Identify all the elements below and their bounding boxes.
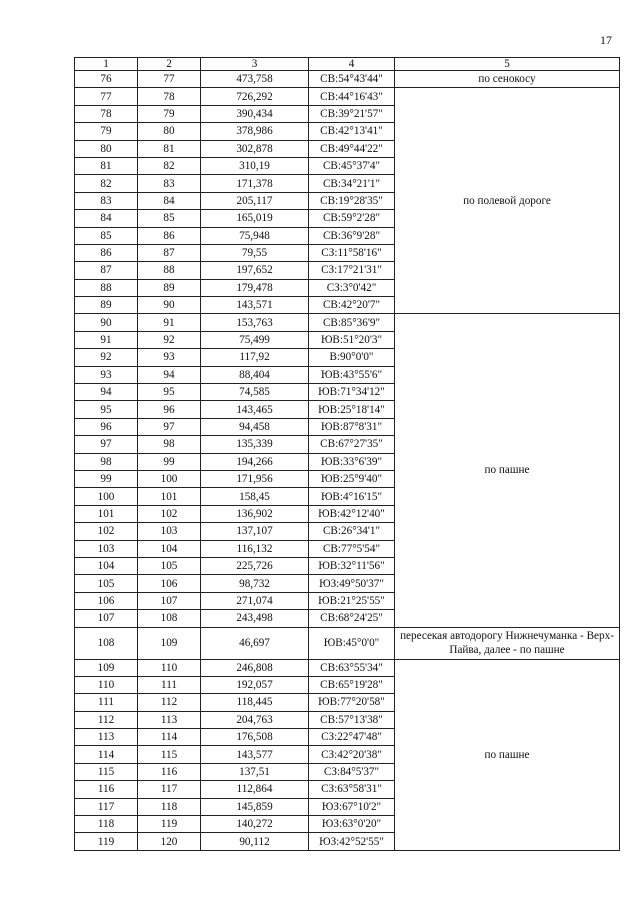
table-cell: 46,697 (201, 627, 309, 659)
table-cell: 101 (75, 505, 138, 522)
table-cell: СВ:59°2'28" (309, 210, 395, 227)
table-cell: 91 (138, 314, 201, 331)
table-header-row (75, 58, 620, 71)
table-cell: 473,758 (201, 71, 309, 88)
table-cell: 112,864 (201, 781, 309, 798)
table-cell: 378,986 (201, 123, 309, 140)
table-cell: 95 (138, 384, 201, 401)
table-cell: 179,478 (201, 279, 309, 296)
table-cell: ЮЗ:42°52'55" (309, 833, 395, 850)
table-cell: 90 (138, 297, 201, 314)
table-cell: 94,458 (201, 418, 309, 435)
table-cell: ЮВ:25°18'14" (309, 401, 395, 418)
table-cell: 117 (75, 798, 138, 815)
table-cell: 77 (75, 88, 138, 105)
table-cell: 115 (75, 763, 138, 780)
table-cell: 112 (75, 711, 138, 728)
table-cell: 302,878 (201, 140, 309, 157)
table-cell: 100 (75, 488, 138, 505)
table-cell: 171,378 (201, 175, 309, 192)
header-cell: 2 (138, 58, 201, 71)
table-cell: 92 (75, 349, 138, 366)
table-cell: 82 (138, 157, 201, 174)
table-cell: СЗ:3°0'42" (309, 279, 395, 296)
table-cell: СЗ:63°58'31" (309, 781, 395, 798)
table-cell: 88,404 (201, 366, 309, 383)
table-cell: 143,465 (201, 401, 309, 418)
table-cell: 243,498 (201, 610, 309, 627)
table-cell: 98 (75, 453, 138, 470)
table-row (75, 314, 620, 331)
table-cell: 95 (75, 401, 138, 418)
table-cell: 116 (75, 781, 138, 798)
table-cell: 114 (138, 729, 201, 746)
table-cell: 88 (138, 262, 201, 279)
table-cell: 96 (138, 401, 201, 418)
table-cell: 85 (138, 210, 201, 227)
table-cell: 82 (75, 175, 138, 192)
table-cell: 204,763 (201, 711, 309, 728)
header-cell: 3 (201, 58, 309, 71)
table-cell: 310,19 (201, 157, 309, 174)
description-cell: по полевой дороге (395, 88, 620, 314)
table-cell: 75,948 (201, 227, 309, 244)
table-cell: 390,434 (201, 105, 309, 122)
table-cell: 79,55 (201, 244, 309, 261)
table-cell: 106 (75, 592, 138, 609)
table-cell: 118,445 (201, 694, 309, 711)
table-cell: 107 (75, 610, 138, 627)
table-row (75, 627, 620, 659)
table-cell: 74,585 (201, 384, 309, 401)
table-cell: 85 (75, 227, 138, 244)
table-cell: 83 (138, 175, 201, 192)
table-cell: 114 (75, 746, 138, 763)
table-cell: 89 (138, 279, 201, 296)
table-cell: СВ:67°27'35" (309, 436, 395, 453)
table-cell: СВ:42°20'7" (309, 297, 395, 314)
table-cell: 89 (75, 297, 138, 314)
table-cell: 135,339 (201, 436, 309, 453)
table-cell: 137,107 (201, 523, 309, 540)
table-cell: 205,117 (201, 192, 309, 209)
table-cell: СЗ:22°47'48" (309, 729, 395, 746)
table-cell: 81 (75, 157, 138, 174)
table-cell: СВ:19°28'35" (309, 192, 395, 209)
table-cell: СВ:65°19'28" (309, 676, 395, 693)
table-cell: ЮВ:21°25'55" (309, 592, 395, 609)
table-cell: СЗ:11°58'16" (309, 244, 395, 261)
table-cell: 86 (75, 244, 138, 261)
table-cell: 108 (75, 627, 138, 659)
table-cell: 76 (75, 71, 138, 88)
table-cell: 118 (75, 816, 138, 833)
table-cell: 197,652 (201, 262, 309, 279)
table-cell: СЗ:17°21'31" (309, 262, 395, 279)
boundary-table (74, 57, 620, 851)
table-cell: ЮВ:25°9'40" (309, 470, 395, 487)
table-cell: 176,508 (201, 729, 309, 746)
table-cell: 102 (75, 523, 138, 540)
table-cell: 103 (75, 540, 138, 557)
table-cell: 86 (138, 227, 201, 244)
table-cell: 118 (138, 798, 201, 815)
table-cell: 137,51 (201, 763, 309, 780)
table-cell: 192,057 (201, 676, 309, 693)
table-cell: 99 (138, 453, 201, 470)
table-body (75, 71, 620, 851)
header-cell: 5 (395, 58, 620, 71)
table-cell: 246,808 (201, 659, 309, 676)
table-cell: СВ:42°13'41" (309, 123, 395, 140)
table-cell: 106 (138, 575, 201, 592)
description-cell: по сенокосу (395, 71, 620, 88)
table-cell: 75,499 (201, 331, 309, 348)
table-cell: 98 (138, 436, 201, 453)
description-cell: по пашне (395, 659, 620, 850)
table-cell: 158,45 (201, 488, 309, 505)
table-cell: 143,577 (201, 746, 309, 763)
table-cell: 104 (75, 557, 138, 574)
table-cell: 87 (75, 262, 138, 279)
table-cell: 79 (75, 123, 138, 140)
table-cell: В:90°0'0" (309, 349, 395, 366)
table-cell: ЮЗ:49°50'37" (309, 575, 395, 592)
table-cell: 100 (138, 470, 201, 487)
table-cell: 113 (75, 729, 138, 746)
table-cell: ЮВ:42°12'40" (309, 505, 395, 522)
table-cell: 79 (138, 105, 201, 122)
table-cell: 117 (138, 781, 201, 798)
table-cell: 80 (138, 123, 201, 140)
description-cell: по пашне (395, 314, 620, 627)
table-cell: 97 (138, 418, 201, 435)
table-cell: 145,859 (201, 798, 309, 815)
table-cell: СВ:57°13'38" (309, 711, 395, 728)
table-cell: ЮЗ:67°10'2" (309, 798, 395, 815)
table-cell: 117,92 (201, 349, 309, 366)
table-cell: 88 (75, 279, 138, 296)
table-cell: СВ:49°44'22" (309, 140, 395, 157)
table-cell: 136,902 (201, 505, 309, 522)
table-cell: 87 (138, 244, 201, 261)
table-cell: 116,132 (201, 540, 309, 557)
table-cell: СВ:45°37'4" (309, 157, 395, 174)
table-cell: 78 (75, 105, 138, 122)
table-cell: ЮВ:87°8'31" (309, 418, 395, 435)
table-cell: 140,272 (201, 816, 309, 833)
header-cell: 4 (309, 58, 395, 71)
table-cell: 153,763 (201, 314, 309, 331)
table-cell: 77 (138, 71, 201, 88)
table-cell: СЗ:84°5'37" (309, 763, 395, 780)
table-cell: 83 (75, 192, 138, 209)
table-cell: 165,019 (201, 210, 309, 227)
table-cell: 194,266 (201, 453, 309, 470)
table-cell: СВ:85°36'9" (309, 314, 395, 331)
table-row (75, 659, 620, 676)
table-cell: 78 (138, 88, 201, 105)
table-cell: ЮВ:4°16'15" (309, 488, 395, 505)
table-cell: 109 (75, 659, 138, 676)
table-cell: 110 (138, 659, 201, 676)
table-cell: 110 (75, 676, 138, 693)
table-cell: ЮВ:43°55'6" (309, 366, 395, 383)
table-cell: СЗ:42°20'38" (309, 746, 395, 763)
table-cell: 225,726 (201, 557, 309, 574)
table-cell: ЮВ:32°11'56" (309, 557, 395, 574)
table-cell: ЮЗ:63°0'20" (309, 816, 395, 833)
table-cell: 91 (75, 331, 138, 348)
table-cell: 102 (138, 505, 201, 522)
table-cell: 109 (138, 627, 201, 659)
header-cell: 1 (75, 58, 138, 71)
table-cell: 107 (138, 592, 201, 609)
table-cell: 90,112 (201, 833, 309, 850)
table-cell: 97 (75, 436, 138, 453)
table-cell: 80 (75, 140, 138, 157)
table-cell: 171,956 (201, 470, 309, 487)
table-cell: СВ:77°5'54" (309, 540, 395, 557)
table-cell: 105 (75, 575, 138, 592)
table-cell: 113 (138, 711, 201, 728)
table-cell: 94 (138, 366, 201, 383)
table-cell: 108 (138, 610, 201, 627)
table-cell: ЮВ:45°0'0" (309, 627, 395, 659)
table-cell: 104 (138, 540, 201, 557)
table-cell: 143,571 (201, 297, 309, 314)
table-cell: 271,074 (201, 592, 309, 609)
table-cell: 115 (138, 746, 201, 763)
table-cell: 84 (75, 210, 138, 227)
table-cell: 84 (138, 192, 201, 209)
page-number: 17 (600, 33, 612, 47)
table-cell: 119 (138, 816, 201, 833)
table-cell: СВ:34°21'1" (309, 175, 395, 192)
table-cell: СВ:26°34'1" (309, 523, 395, 540)
table-row (75, 71, 620, 88)
table-cell: ЮВ:51°20'3" (309, 331, 395, 348)
table-cell: 105 (138, 557, 201, 574)
table-cell: 81 (138, 140, 201, 157)
table-cell: 120 (138, 833, 201, 850)
table-cell: 99 (75, 470, 138, 487)
table-cell: 101 (138, 488, 201, 505)
table-cell: 111 (75, 694, 138, 711)
table-cell: СВ:36°9'28" (309, 227, 395, 244)
table-cell: СВ:68°24'25" (309, 610, 395, 627)
table-cell: 111 (138, 676, 201, 693)
table-cell: СВ:54°43'44" (309, 71, 395, 88)
table-cell: ЮВ:33°6'39" (309, 453, 395, 470)
table-cell: 96 (75, 418, 138, 435)
table-cell: 94 (75, 384, 138, 401)
table-cell: 93 (75, 366, 138, 383)
table-row (75, 88, 620, 105)
table-cell: 98,732 (201, 575, 309, 592)
table-cell: СВ:44°16'43" (309, 88, 395, 105)
table-cell: ЮВ:71°34'12" (309, 384, 395, 401)
table-cell: 103 (138, 523, 201, 540)
table-cell: 90 (75, 314, 138, 331)
table-cell: СВ:39°21'57" (309, 105, 395, 122)
table-cell: 93 (138, 349, 201, 366)
table-cell: ЮВ:77°20'58" (309, 694, 395, 711)
table-cell: 92 (138, 331, 201, 348)
table-cell: 119 (75, 833, 138, 850)
table-cell: 116 (138, 763, 201, 780)
table-cell: 726,292 (201, 88, 309, 105)
table-cell: 112 (138, 694, 201, 711)
description-cell: пересекая автодорогу Нижнечуманка - Верх-Пайва, далее - по пашне (395, 627, 620, 659)
table-cell: СВ:63°55'34" (309, 659, 395, 676)
